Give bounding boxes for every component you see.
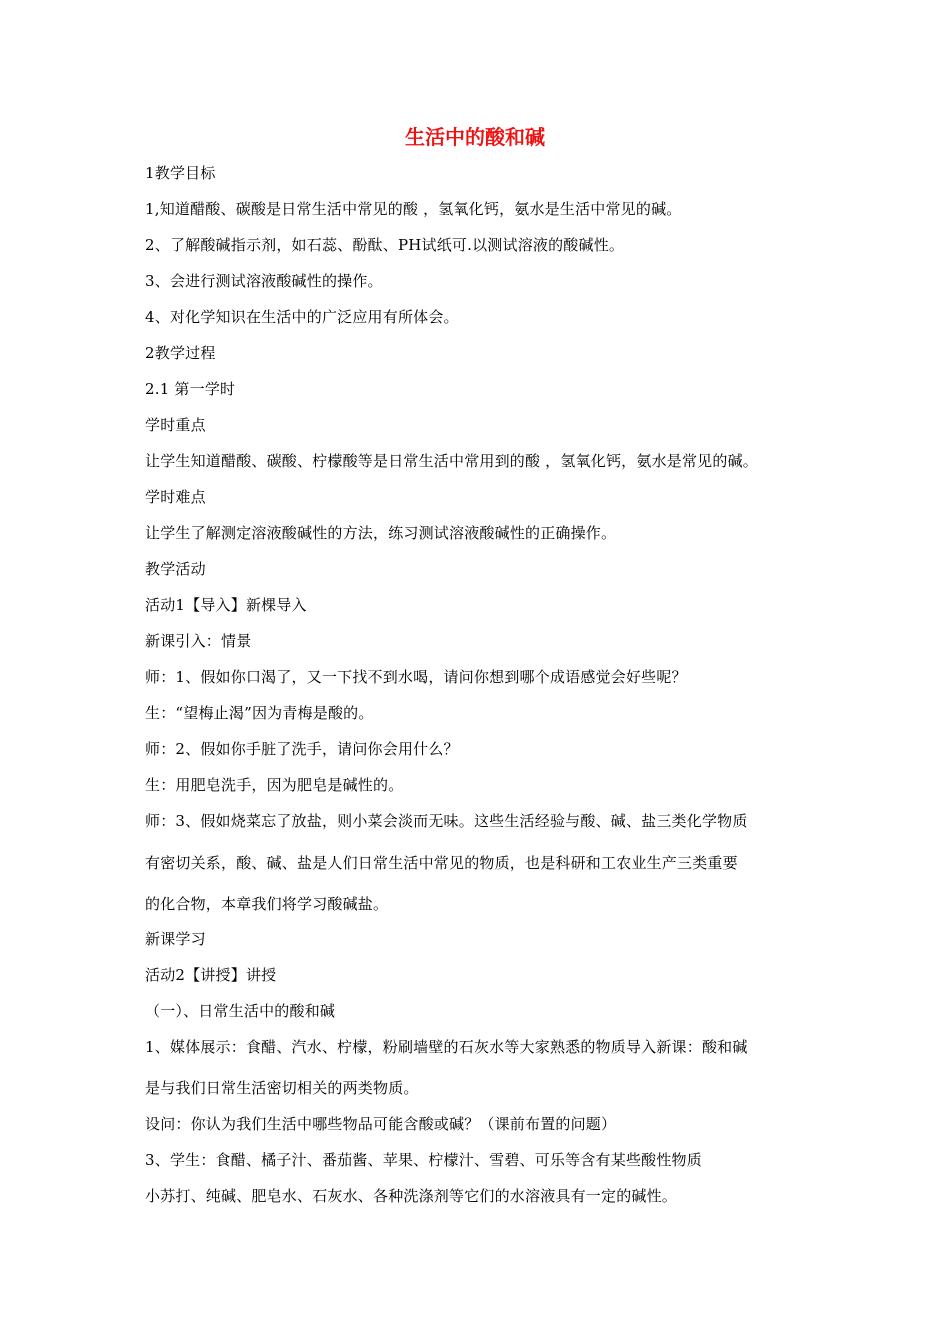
- text-line: 1、媒体展示：食醋、汽水、柠檬，粉刷墙壁的石灰水等大家熟悉的物质导入新课：酸和碱: [145, 1038, 748, 1056]
- text-line: 学时难点: [145, 488, 206, 506]
- text-line: 学时重点: [145, 416, 206, 434]
- text-line: 新课引入：情景: [145, 632, 252, 650]
- text-line: 3、学生：食醋、橘子汁、番茄酱、苹果、柠檬汁、雪碧、可乐等含有某些酸性物质: [145, 1151, 702, 1169]
- text-line: 3、会进行测试溶液酸碱性的操作。: [145, 272, 383, 290]
- text-line: 师：3、假如烧菜忘了放盐，则小菜会淡而无味。这些生活经验与酸、碱、盐三类化学物质: [145, 812, 748, 830]
- text-line: 1,知道醋酸、碳酸是日常生活中常见的酸 ，氢氧化钙，氨水是生活中常见的碱。: [145, 200, 682, 218]
- text-line: 是与我们日常生活密切相关的两类物质。: [145, 1079, 419, 1097]
- text-line: 教学活动: [145, 560, 206, 578]
- text-line: 的化合物，本章我们将学习酸碱盐。: [145, 895, 389, 913]
- text-line: 生：“望梅止渴”因为青梅是酸的。: [145, 704, 374, 722]
- text-line: 4、对化学知识在生活中的广泛应用有所体会。: [145, 308, 459, 326]
- text-line: 活动1【导入】新棵导入: [145, 596, 307, 614]
- text-line: 生：用肥皂洗手，因为肥皂是碱性的。: [145, 776, 404, 794]
- text-line: 活动2【讲授】讲授: [145, 966, 277, 984]
- text-line: 师：1、假如你口渴了，又一下找不到水喝，请问你想到哪个成语感觉会好些呢？: [145, 668, 687, 686]
- text-line: 师：2、假如你手脏了洗手，请问你会用什么？: [145, 740, 459, 758]
- text-line: 设问：你认为我们生活中哪些物品可能含酸或碱？（课前布置的问题）: [145, 1115, 617, 1133]
- text-line: 让学生知道醋酸、碳酸、柠檬酸等是日常生活中常用到的酸 ，氢氧化钙，氨水是常见的碱。: [145, 452, 758, 470]
- text-line: 新课学习: [145, 930, 206, 948]
- text-line: 让学生了解测定溶液酸碱性的方法，练习测试溶液酸碱性的正确操作。: [145, 524, 617, 542]
- text-line: 2教学过程: [145, 344, 216, 362]
- text-line: 2.1 第一学时: [145, 380, 236, 398]
- text-line: 有密切关系，酸、碱、盐是人们日常生活中常见的物质，也是科研和工农业生产三类重要: [145, 854, 738, 872]
- text-line: （一）、日常生活中的酸和碱: [145, 1002, 336, 1020]
- document-title: 生活中的酸和碱: [405, 125, 545, 149]
- text-line: 小苏打、纯碱、肥皂水、石灰水、各种洗涤剂等它们的水溶液具有一定的碱性。: [145, 1187, 678, 1205]
- text-line: 2、了解酸碱指示剂，如石蕊、酚酞、PH试纸可.以测试溶液的酸碱性。: [145, 236, 625, 254]
- text-line: 1教学目标: [145, 164, 216, 182]
